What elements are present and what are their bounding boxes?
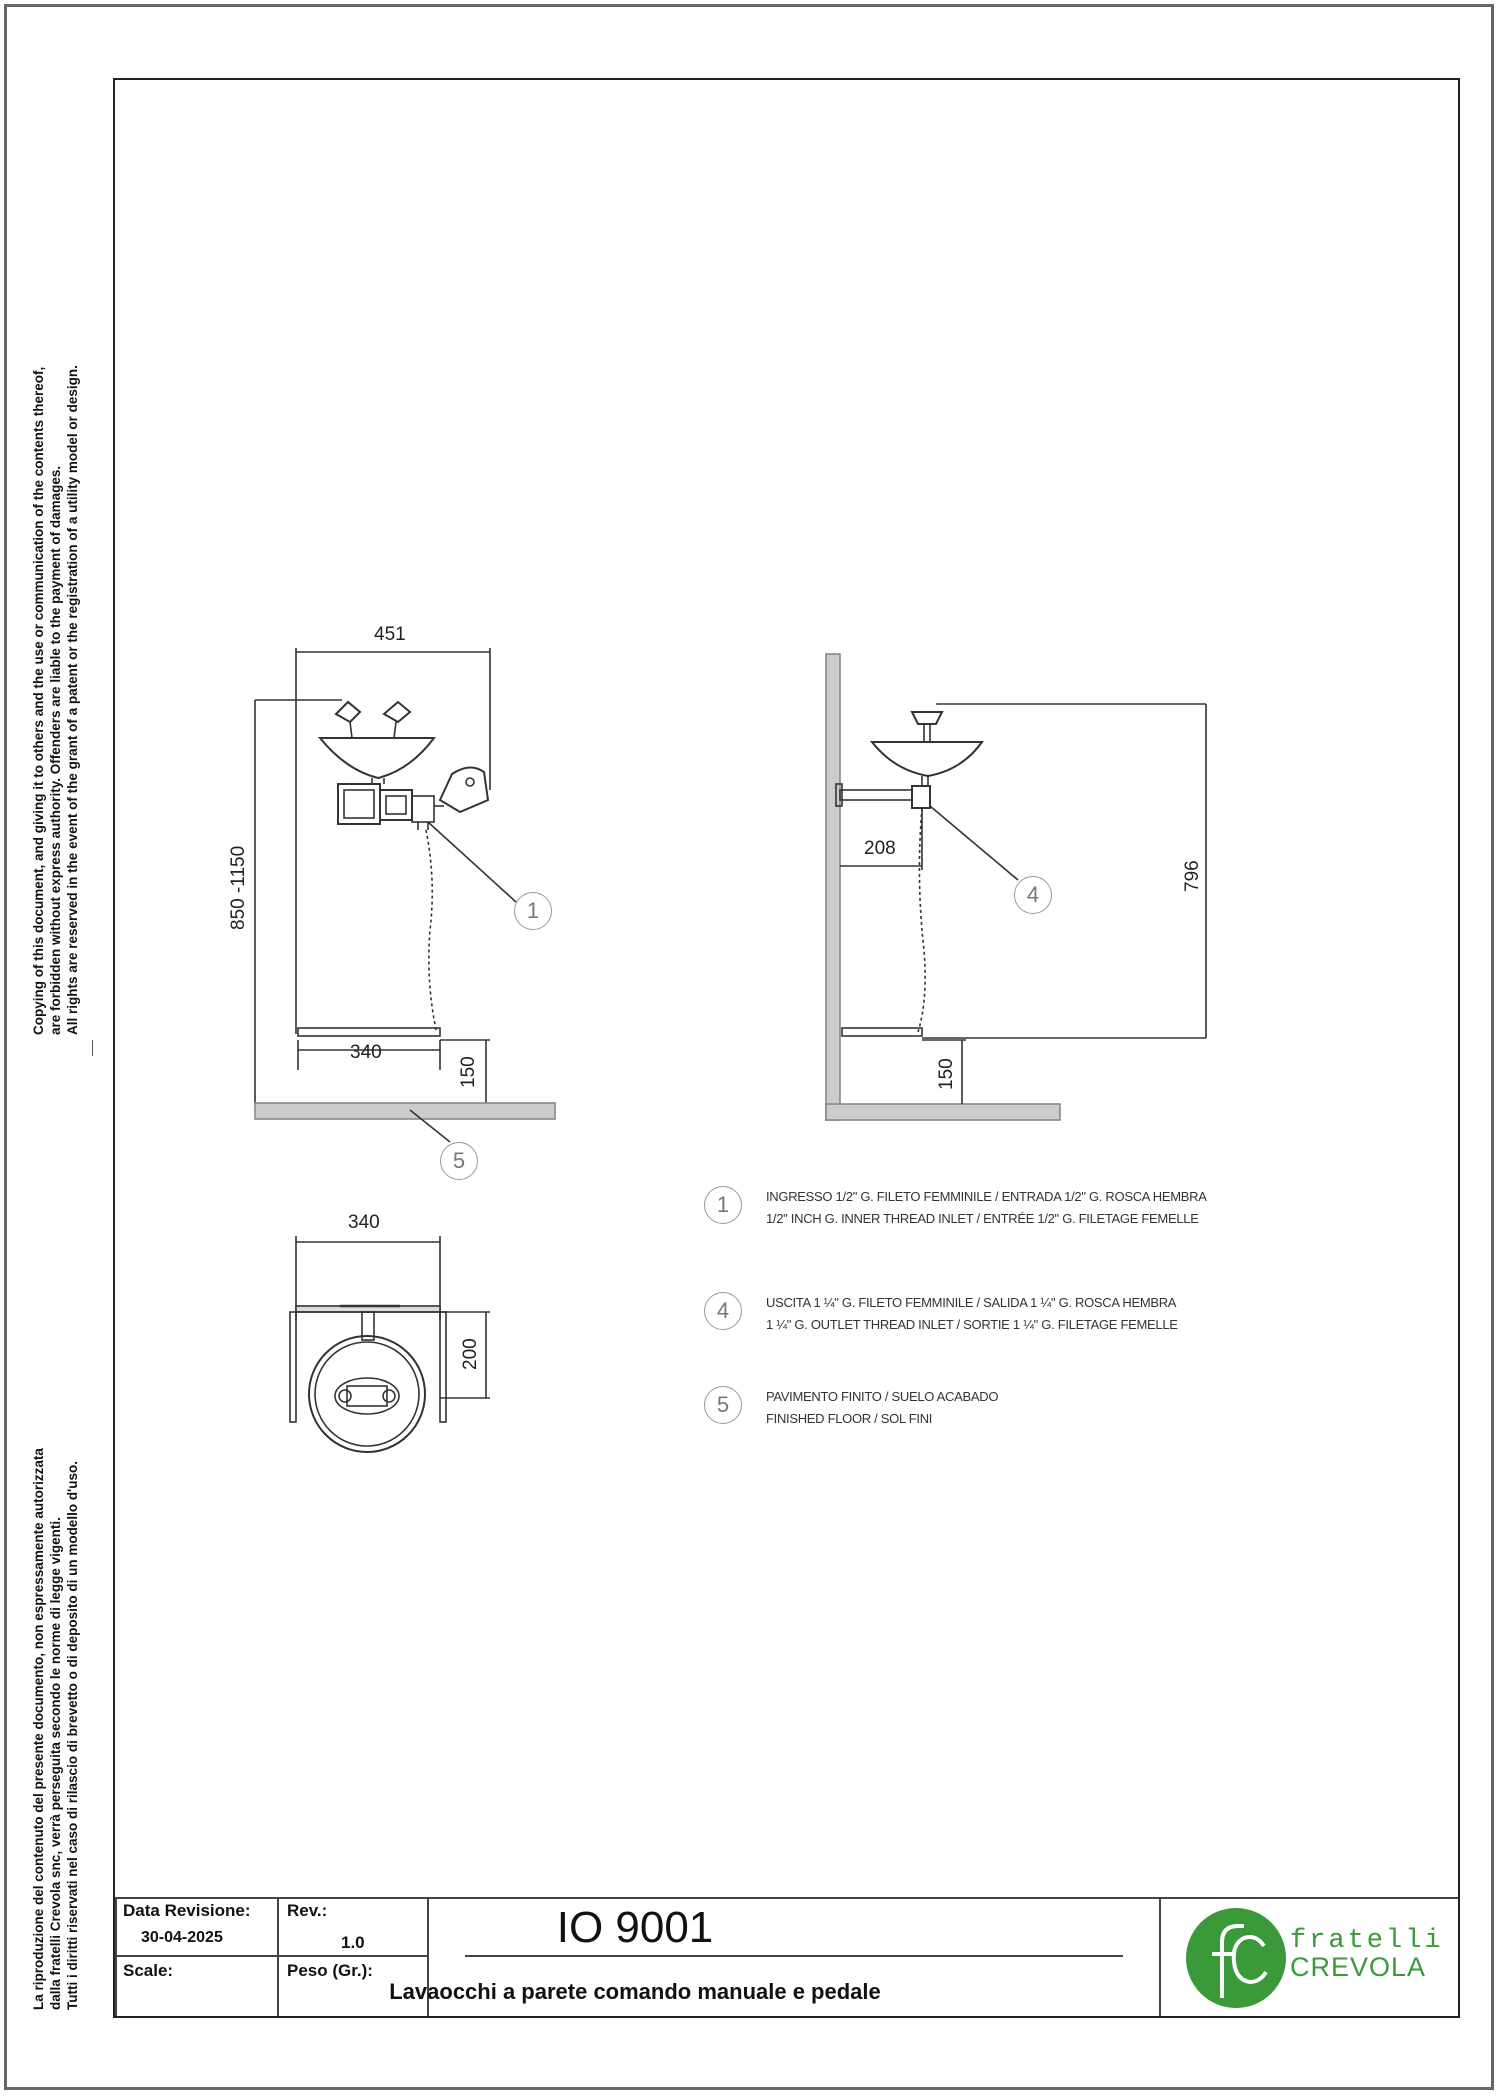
legend-text-4: USCITA 1 ¼" G. FILETO FEMMINILE / SALIDA 1 ¼" G. ROSCA HEMBRA 1 ¼" G. OUTLET THREAD INLET / SORTIE 1 ¼" G. FILETAGE FEMELLE bbox=[766, 1295, 1178, 1332]
document-code: IO 9001 bbox=[556, 1903, 714, 1952]
callout-4: 4 bbox=[1014, 876, 1052, 914]
copyright-notice-english: Copying of this document, and giving it to others and the use or communication of the contents thereof, are forbidden without express authority. Offenders are liable to the payment of damages. All rights are reserved in the event of the grant of a patent or the registration of a utility model or design. bbox=[31, 365, 80, 1035]
dim-plan-depth: 200 bbox=[460, 1338, 481, 1370]
brand-name: fratelli CREVOLA bbox=[1290, 1926, 1444, 1982]
rev-label: Rev.: bbox=[287, 1901, 328, 1920]
legend-text-5: PAVIMENTO FINITO / SUELO ACABADO FINISHED FLOOR / SOL FINI bbox=[766, 1389, 999, 1426]
dim-side-height: 796 bbox=[1182, 860, 1203, 892]
dim-plan-width: 340 bbox=[348, 1212, 380, 1233]
dim-front-height: 850 -1150 bbox=[228, 845, 249, 930]
dim-side-floor: 150 bbox=[936, 1058, 957, 1090]
crevola-logo-icon bbox=[1178, 1902, 1298, 2012]
legend-num-5: 5 bbox=[704, 1386, 742, 1424]
scale-label: Scale: bbox=[123, 1961, 174, 1980]
legend-num-4: 4 bbox=[704, 1292, 742, 1330]
front-view bbox=[255, 648, 555, 1142]
legend-num-1: 1 bbox=[704, 1186, 742, 1224]
dim-side-offset: 208 bbox=[864, 838, 896, 859]
dim-front-width: 451 bbox=[374, 624, 406, 645]
copyright-notice-italian: La riproduzione del contenuto del presente documento, non espressamente autorizzata dalla fratelli Crevola snc, verrà perseguita secondo le norme di legge vigenti. Tutti i diritti riservati nel caso di rilascio di brevetto o di deposito di un modello d'uso. bbox=[31, 1448, 80, 2010]
dim-front-base: 340 bbox=[350, 1042, 382, 1063]
legend-item-4 bbox=[704, 1292, 1178, 1336]
legend-item-1 bbox=[704, 1186, 1207, 1230]
rev-value: 1.0 bbox=[341, 1933, 365, 1952]
callout-1: 1 bbox=[514, 892, 552, 930]
legend-text-1: INGRESSO 1/2" G. FILETO FEMMINILE / ENTRADA 1/2" G. ROSCA HEMBRA 1/2" INCH G. INNER THREAD INLET / ENTRÉE 1/2" G. FILETAGE FEMELLE bbox=[766, 1189, 1207, 1226]
document-title: Lavaocchi a parete comando manuale e pedale bbox=[389, 1979, 881, 2004]
legend-item-5 bbox=[704, 1386, 998, 1430]
date-label: Data Revisione: bbox=[123, 1901, 251, 1920]
weight-label: Peso (Gr.): bbox=[287, 1961, 373, 1980]
date-value: 30-04-2025 bbox=[141, 1929, 223, 1946]
callout-5: 5 bbox=[440, 1142, 478, 1180]
dim-front-floor: 150 bbox=[458, 1056, 479, 1088]
